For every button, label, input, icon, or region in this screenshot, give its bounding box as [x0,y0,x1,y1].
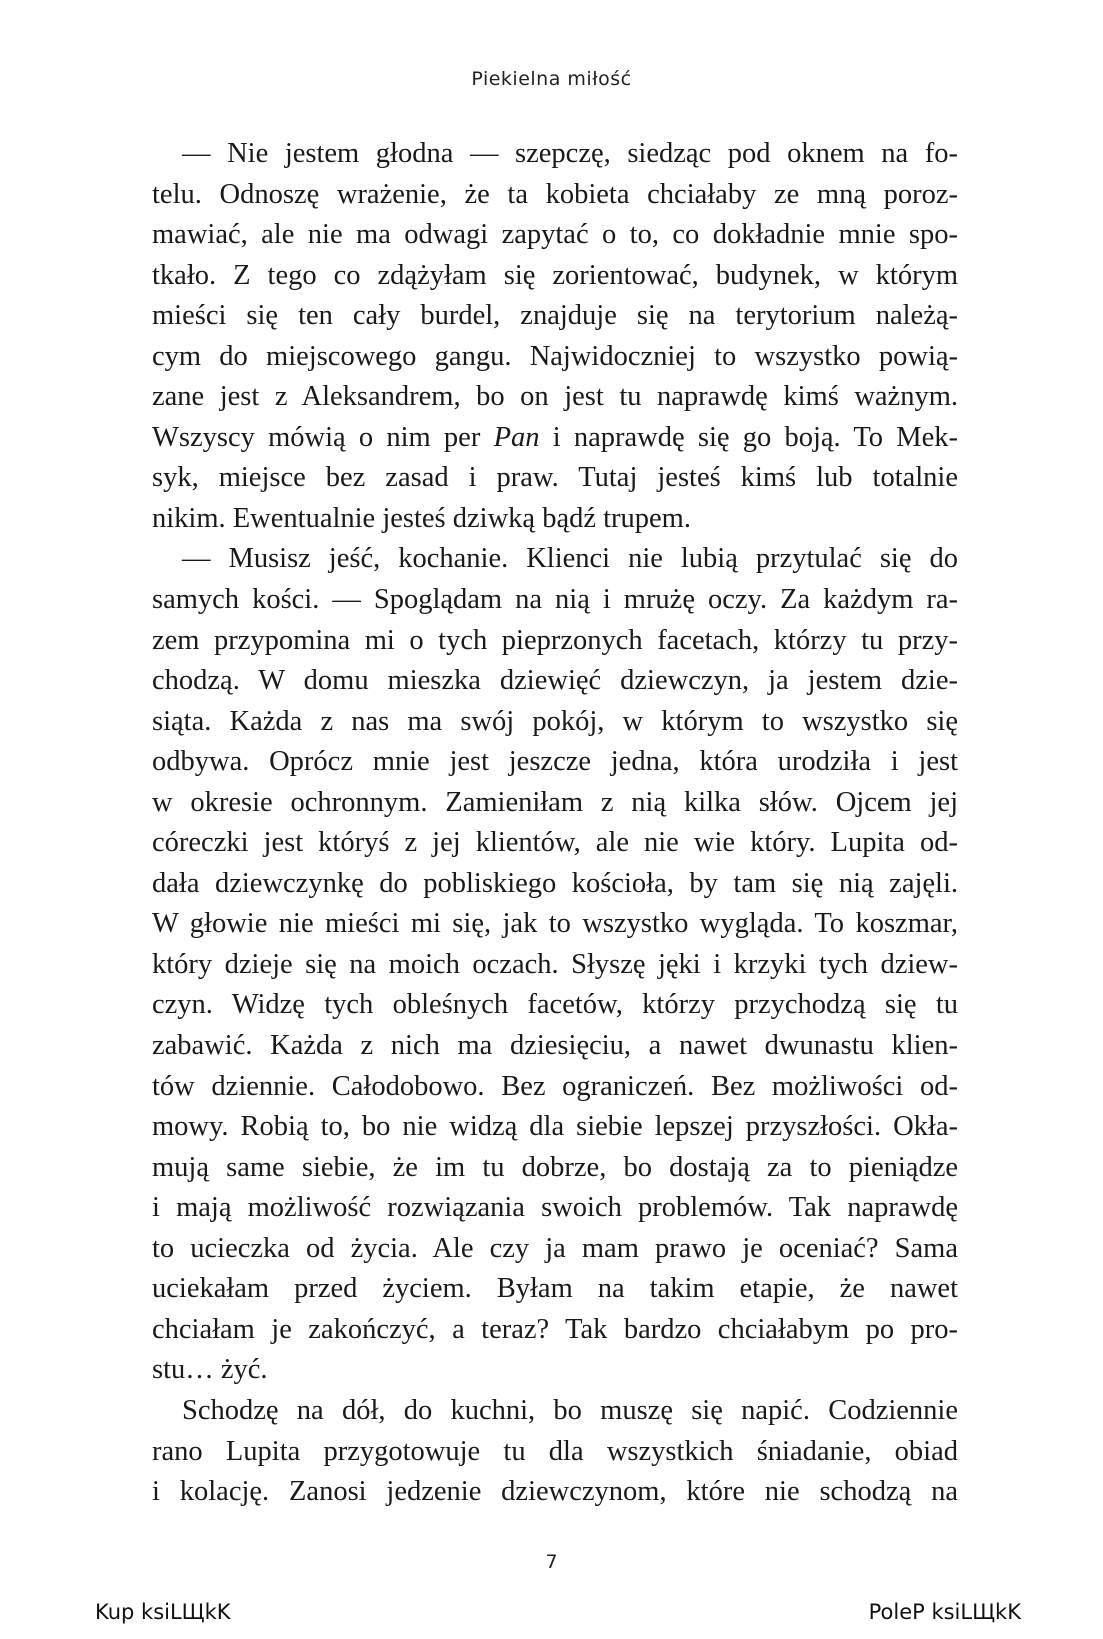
text-line: W głowie nie mieści mi się, jak to wszystko wygląda. To koszmar, [152,908,958,940]
text-line: mowy. Robią to, bo nie widzą dla siebie lepszej przyszłości. Okła- [152,1111,958,1143]
buy-book-link[interactable]: Kup ksiLЩkK [95,1600,231,1624]
text-line: zane jest z Aleksandrem, bo on jest tu naprawdę kimś ważnym. [152,381,958,413]
text-line: który dzieje się na moich oczach. Słyszę jęki i krzyki tych dziew- [152,948,958,980]
text-line: — Nie jestem głodna — szepczę, siedząc pod oknem na fo- [182,138,958,169]
text-line: siąta. Każda z nas ma swój pokój, w którym to wszystko się [152,705,958,737]
text-line: córeczki jest któryś z jej klientów, ale nie wie który. Lupita od- [152,827,958,859]
text-line: tkało. Z tego co zdążyłam się zorientować, budynek, w którym [152,259,958,291]
text-line: mieści się ten cały burdel, znajduje się na terytorium należą- [152,300,958,332]
body-text [152,134,958,1513]
text-line: i mają możliwość rozwiązania swoich problemów. Tak naprawdę [152,1192,958,1224]
text-fragment: Wszyscy mówią o nim per [152,421,494,453]
text-line: zem przypomina mi o tych pieprzonych facetach, którzy tu przy- [152,624,958,656]
text-line: odbywa. Oprócz mnie jest jeszcze jedna, która urodziła i jest [152,746,958,778]
text-line: i kolację. Zanosi jedzenie dziewczynom, które nie schodzą na [152,1476,958,1508]
text-fragment: i naprawdę się go boją. To Mek- [539,421,958,453]
text-line: zabawić. Każda z nich ma dziesięciu, a nawet dwunastu klien- [152,1030,958,1062]
text-line: dała dziewczynkę do pobliskiego kościoła, by tam się nią zajęli. [152,867,958,899]
text-line-with-italic [152,418,958,459]
text-line: samych kości. — Spoglądam na nią i mrużę oczy. Za każdym ra- [152,584,958,616]
text-line: to ucieczka od życia. Ale czy ja mam prawo je oceniać? Sama [152,1232,958,1264]
recommend-book-link[interactable]: PoleP ksiLЩkK [868,1600,1021,1624]
text-line: cym do miejscowego gangu. Najwidoczniej to wszystko powią- [152,340,958,372]
text-line: telu. Odnoszę wrażenie, że ta kobieta chciałaby ze mną poroz- [152,178,958,210]
text-line: chodzą. W domu mieszka dziewięć dziewczyn, ja jestem dzie- [152,665,958,697]
text-line: Schodzę na dół, do kuchni, bo muszę się napić. Codziennie [182,1394,958,1426]
text-line: tów dziennie. Całodobowo. Bez ograniczeń. Bez możliwości od- [152,1070,958,1102]
text-line: mawiać, ale nie ma odwagi zapytać o to, co dokładnie mnie spo- [152,219,958,251]
text-line: w okresie ochronnym. Zamieniłam z nią kilka słów. Ojcem jej [152,786,958,818]
italic-word: Pan [493,421,540,453]
text-line: rano Lupita przygotowuje tu dla wszystkich śniadanie, obiad [152,1435,958,1467]
running-header: Piekielna miłość [471,68,632,90]
page-number: 7 [545,1551,558,1573]
text-line: — Musisz jeść, kochanie. Klienci nie lubią przytulać się do [182,543,958,575]
text-line: nikim. Ewentualnie jesteś dziwką bądź trupem. [152,502,691,534]
text-line: czyn. Widzę tych obleśnych facetów, którzy przychodzą się tu [152,989,958,1021]
text-line: syk, miejsce bez zasad i praw. Tutaj jesteś kimś lub totalnie [152,462,958,494]
text-line: mują same siebie, że im tu dobrze, bo dostają za to pieniądze [152,1151,958,1183]
text-line: chciałam je zakończyć, a teraz? Tak bardzo chciałabym po pro- [152,1313,958,1345]
text-line: stu… żyć. [152,1354,268,1386]
text-line: uciekałam przed życiem. Byłam na takim etapie, że nawet [152,1273,958,1305]
